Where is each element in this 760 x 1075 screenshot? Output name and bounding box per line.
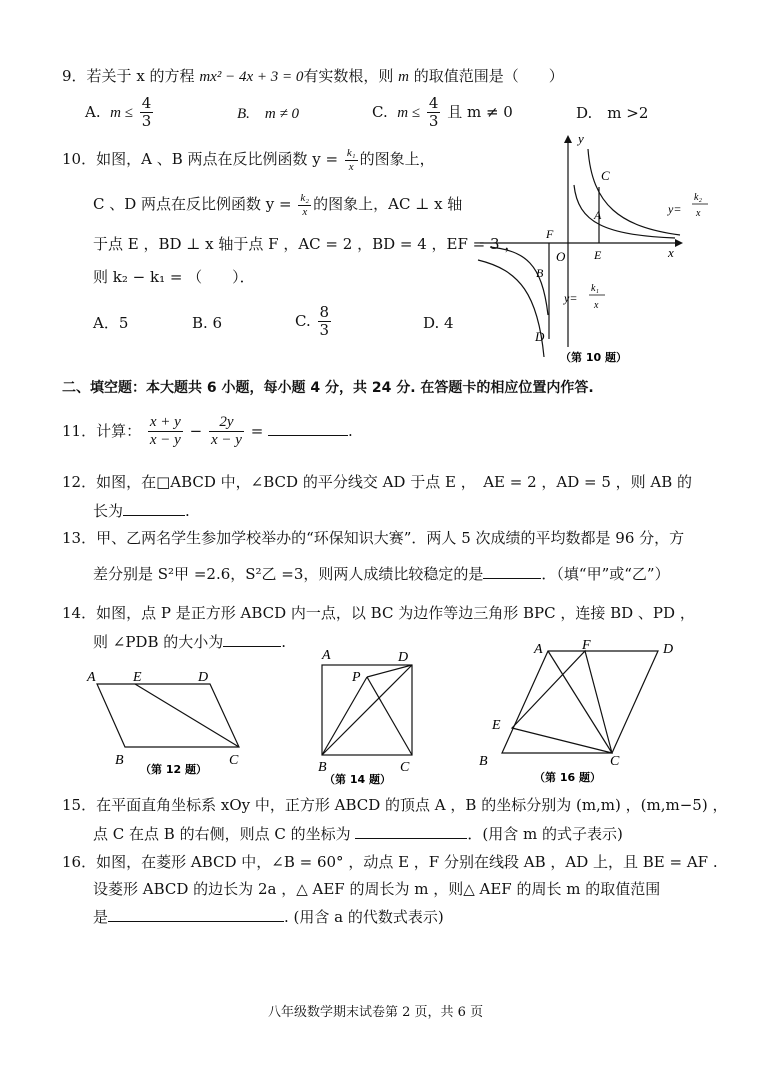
q14-answer-blank[interactable]	[223, 631, 281, 647]
svg-text:x: x	[594, 300, 599, 311]
q14-line2: 则 ∠PDB 的大小为 .	[93, 633, 287, 651]
figure-10-caption: （第 10 题）	[560, 351, 627, 364]
q10-line2: C 、D 两点在反比例函数 y = $\frac{\text{k₂}}{x}$ 的图象上，AC ⊥ x 轴	[93, 192, 463, 218]
q12-answer-blank[interactable]	[123, 500, 185, 516]
fraction: $\frac{8}{3}$	[319, 303, 330, 340]
svg-text:k₂: k₂	[694, 192, 702, 203]
figure-16-caption: （第 16 题）	[534, 771, 601, 784]
q13-answer-blank[interactable]	[483, 563, 541, 579]
q10-option-a[interactable]: A．5	[93, 314, 129, 332]
label-y: y	[578, 131, 584, 146]
x-axis-arrow	[675, 239, 683, 247]
curve1-label: y=	[564, 291, 578, 305]
curve2-label: y=	[668, 202, 682, 216]
label-d: D	[535, 329, 545, 344]
svg-text:D: D	[663, 642, 674, 657]
label-x: x	[668, 245, 674, 260]
q12-line2: 长为 .	[93, 502, 190, 520]
figure-12	[85, 660, 255, 780]
fraction: $\frac{x + y}{x - y}$	[149, 414, 181, 449]
fraction: $\frac{\text{k₂}}{x}$	[300, 192, 310, 218]
fraction: $\frac{4}{3}$	[141, 94, 152, 131]
figure-16	[474, 637, 689, 785]
q9-option-a[interactable]: A. m ≤ $\frac{4}{3}$	[85, 94, 152, 131]
y-axis-arrow	[564, 135, 572, 143]
q10-option-d[interactable]: D. 4	[423, 314, 454, 332]
label-b: B	[536, 266, 544, 280]
fraction: $\frac{\text{k₁}}{x}$	[346, 147, 356, 173]
figure-12-caption: （第 12 题）	[140, 763, 207, 776]
q10-line4: 则 k₂ − k₁ = （ ）．	[93, 268, 255, 286]
q13-line1: 13．甲、乙两名学生参加学校举办的“环保知识大赛”．两人 5 次成绩的平均数都是 96 分，方	[62, 529, 685, 547]
q16-line3: 是 . (用含 a 的代数式表示)	[93, 908, 444, 926]
q16-line1: 16．如图，在菱形 ABCD 中，∠B = 60° ，动点 E ，F 分别在线段 AB ，AD 上，且 BE = AF .	[62, 853, 718, 871]
label-o: O	[556, 249, 566, 264]
figure-10	[470, 125, 720, 365]
svg-text:C: C	[400, 760, 410, 775]
q11-answer-blank[interactable]	[268, 420, 348, 436]
q9-option-b[interactable]: B. m ≠ 0	[237, 106, 299, 122]
segment-bd	[322, 665, 412, 755]
section-2-heading: 二、填空题：本大题共 6 小题，每小题 4 分，共 24 分. 在答题卡的相应位置内作答.	[62, 380, 594, 396]
q12-line1: 12．如图，在□ABCD 中，∠BCD 的平分线交 AD 于点 E ， AE = 2 ，AD = 5 ，则 AB 的	[62, 473, 693, 491]
q13-line2: 差分别是 S²甲 =2.6，S²乙 =3，则两人成绩比较稳定的是 ．（填“甲”或“乙”）	[93, 565, 670, 583]
segment-ac	[548, 651, 612, 753]
q9-stem: 9．若关于 x 的方程 mx² − 4x + 3 = 0有实数根，则 m 的取值范围是（ ）	[62, 67, 564, 85]
curve-k2-right	[588, 149, 680, 235]
q15-line1: 15．在平面直角坐标系 xOy 中，正方形 ABCD 的顶点 A ，B 的坐标分别为 (m,m) ，(m,m−5) ，	[62, 796, 728, 814]
svg-text:A: A	[87, 670, 96, 685]
q10-line1: 10．如图，A 、B 两点在反比例函数 y = $\frac{\text{k₁}}{x}$ 的图象上，	[62, 147, 435, 173]
parallelogram-abcd	[97, 684, 239, 747]
label-c: C	[601, 168, 610, 183]
q9-equation: mx² − 4x + 3 = 0	[199, 69, 304, 85]
svg-text:B: B	[318, 760, 327, 775]
svg-text:D: D	[198, 670, 209, 685]
q16-line2: 设菱形 ABCD 的边长为 2a ，△ AEF 的周长为 m ，则△ AEF 的周长 m 的取值范围	[93, 880, 661, 898]
curve-k1-left	[490, 247, 548, 315]
q9-option-c[interactable]: C. m ≤ $\frac{4}{3}$ 且 m ≠ 0	[372, 94, 513, 131]
label-f: F	[546, 227, 554, 241]
svg-text:E: E	[492, 718, 501, 733]
svg-text:x: x	[696, 208, 701, 219]
svg-text:A: A	[322, 648, 331, 663]
svg-text:P: P	[352, 670, 361, 685]
q11: 11．计算： $\frac{x + y}{x - y}$ − $\frac{2y}{x - y}$ = .	[62, 414, 353, 449]
q14-line1: 14．如图，点 P 是正方形 ABCD 内一点，以 BC 为边作等边三角形 BPC ，连接 BD 、PD ，	[62, 604, 695, 622]
svg-text:B: B	[115, 753, 124, 768]
segment-pc	[367, 677, 412, 755]
curve-k1-right	[574, 185, 675, 238]
label-a: A	[594, 208, 602, 222]
svg-text:C: C	[610, 754, 620, 769]
figure-14	[312, 643, 422, 788]
q10-option-b[interactable]: B. 6	[192, 314, 223, 332]
fraction: $\frac{4}{3}$	[428, 94, 439, 131]
figure-14-caption: （第 14 题）	[324, 773, 391, 786]
q15-line2: 点 C 在点 B 的右侧，则点 C 的坐标为 ．(用含 m 的式子表示)	[93, 825, 623, 843]
q10-line3: 于点 E ，BD ⊥ x 轴于点 F ，AC = 2 ，BD = 4 ，EF = 3 ，	[93, 235, 520, 253]
q16-answer-blank[interactable]	[108, 906, 284, 922]
segment-ec	[135, 684, 239, 747]
q15-answer-blank[interactable]	[355, 823, 467, 839]
svg-text:C: C	[229, 753, 239, 768]
svg-text:k₁: k₁	[591, 283, 599, 294]
label-e: E	[594, 248, 602, 262]
page-footer: 八年级数学期末试卷第 2 页，共 6 页	[268, 1005, 484, 1020]
svg-text:D: D	[398, 650, 409, 665]
svg-text:E: E	[133, 670, 142, 685]
fraction: $\frac{2y}{x - y}$	[210, 414, 242, 449]
svg-text:F: F	[582, 638, 591, 653]
svg-text:B: B	[479, 754, 488, 769]
svg-text:A: A	[534, 642, 543, 657]
q9-option-d[interactable]: D. m >2	[576, 104, 649, 122]
q10-option-c[interactable]: C. $\frac{8}{3}$	[295, 303, 330, 340]
triangle-efc	[512, 651, 612, 753]
